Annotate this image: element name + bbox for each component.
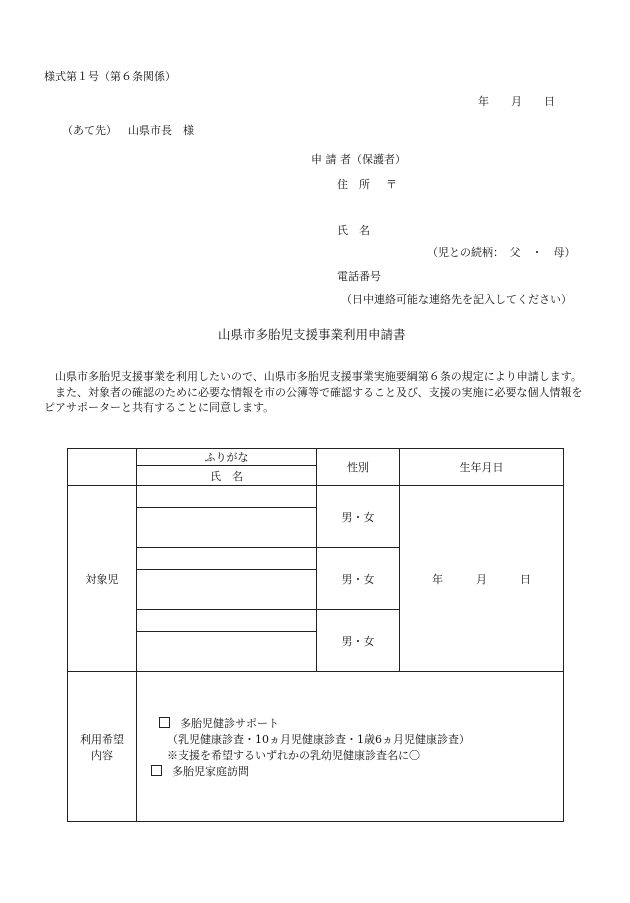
relationship-line: （児との続柄： 父 ・ 母） [427, 246, 576, 259]
addressee-prefix: （あて先） [62, 124, 117, 137]
header-birthdate: 生年月日 [400, 449, 564, 486]
header-furigana: ふりがな [137, 449, 317, 466]
phone-label: 電話番号 [337, 270, 381, 283]
option-checkup-support[interactable] [159, 716, 470, 732]
target-child-label: 対象児 [68, 486, 137, 672]
child3-furigana-field[interactable] [137, 610, 317, 632]
body-text [44, 369, 590, 416]
option1-note: ※支援を希望するいずれかの乳幼児健康診査名に〇 [167, 749, 420, 762]
header-gender: 性別 [317, 449, 400, 486]
option1-detail: （乳児健康診査・10ヵ月児健康診査・1歳6ヵ月児健康診査） [167, 733, 470, 746]
child3-name-field[interactable] [137, 632, 317, 672]
child1-furigana-field[interactable] [137, 486, 317, 508]
date-line: 年 月 日 [478, 95, 555, 108]
checkbox-checkup-support[interactable] [159, 717, 170, 728]
address-label: 住 所 [337, 178, 370, 191]
child1-gender[interactable]: 男・女 [317, 486, 400, 548]
phone-note: （日中連絡可能な連絡先を記入してください） [341, 293, 572, 306]
option1-label: 多胎児健診サポート [180, 717, 279, 730]
application-table [67, 448, 564, 822]
name-label: 氏 名 [337, 224, 370, 237]
usage-options-cell [137, 672, 564, 822]
paragraph-2: また、対象者の確認のために必要な情報を市の公簿等で確認すること及び、支援の実施に必要な個人情報をピアサポーターと共有することに同意します。 [44, 385, 583, 414]
child3-gender[interactable]: 男・女 [317, 610, 400, 672]
addressee: 山県市長 様 [128, 124, 194, 137]
child2-name-field[interactable] [137, 570, 317, 610]
usage-label-line2: 内容 [91, 748, 113, 762]
child2-furigana-field[interactable] [137, 548, 317, 570]
child1-name-field[interactable] [137, 508, 317, 548]
usage-label [68, 672, 137, 822]
checkbox-home-visit[interactable] [151, 765, 162, 776]
option2-label: 多胎児家庭訪問 [172, 765, 249, 778]
child2-gender[interactable]: 男・女 [317, 548, 400, 610]
applicant-label: 申 請 者（保護者） [311, 153, 406, 166]
paragraph-1: 山県市多胎児支援事業を利用したいので、山県市多胎児支援事業実施要綱第６条の規定により申請します。 [55, 370, 582, 383]
option-home-visit[interactable] [151, 764, 470, 780]
usage-label-line1: 利用希望 [80, 732, 124, 746]
header-empty-cell [68, 449, 137, 486]
form-number: 様式第１号（第６条関係） [44, 70, 176, 83]
birthdate-field[interactable]: 年 月 日 [400, 486, 564, 672]
document-title: 山県市多胎児支援事業利用申請書 [218, 327, 406, 342]
header-name: 氏 名 [137, 466, 317, 486]
postal-mark: 〒 [386, 178, 397, 191]
